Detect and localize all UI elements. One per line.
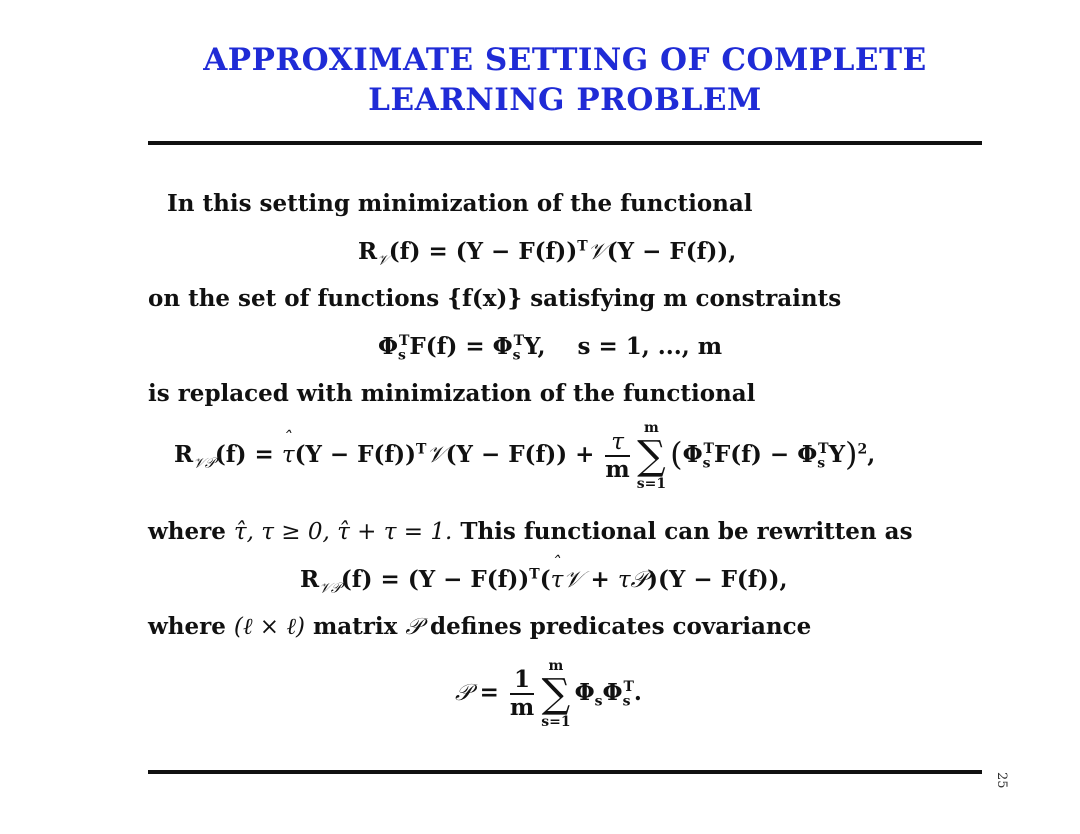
matrix-word: matrix [312,613,398,640]
slide-title [0,40,1080,120]
title-line-1: APPROXIMATE SETTING OF COMPLETE [203,42,927,78]
weight-condition: τ̂, τ ≥ 0, τ̂ + τ = 1. [233,519,453,545]
bottom-rule [148,770,982,774]
top-rule [148,141,982,145]
where-word-2: where [148,613,226,640]
matrix-dims: (ℓ × ℓ) [233,614,305,640]
text-line-2: on the set of functions {f(x)} satisfying m constraints [148,285,842,312]
equation-constraints: $\Phi_s^TF(f) = \Phi_s^TY$, s = 1, ..., m [378,333,723,364]
text-line-3: is replaced with minimization of the functional [148,380,756,407]
symbol-p: 𝒫 [405,614,422,640]
text-line-5 [148,613,811,640]
page-number: 25 [994,772,1009,789]
text-line-4 [148,518,913,545]
where-word-1: where [148,518,226,545]
constraint-range: s = 1, ..., m [577,333,723,360]
equation-covariance: 𝒫 = $\frac{1}{m}$ m ∑ s=1 $\Phi_s\Phi_s^T$. [455,658,642,730]
equation-risk-vp: $R_{𝒱𝒫}(f)$ = ˆ $\tau(Y - F(f))^T𝒱(Y - F(f))$ + $\frac{\tau}{m}$ m ∑ s=1 $(\Phi_s^TF(f) - \Phi_s^TY)^2$, [174,420,875,492]
equation-rewritten: $R_{𝒱𝒫}(f) = (Y$ − $F(f))^T(ˆ$ τ𝒱 + τ𝒫)(Y − F(f)), [300,566,787,593]
text-line-1: In this setting minimization of the functional [167,190,753,217]
equation-risk-v: $R_𝒱(f) = (Y$ − $F(f))^T𝒱(Y - F(f))$, [358,238,737,269]
title-line-2: LEARNING PROBLEM [368,82,762,118]
rewrite-text: This functional can be rewritten as [460,518,913,545]
covariance-text: defines predicates covariance [430,613,812,640]
